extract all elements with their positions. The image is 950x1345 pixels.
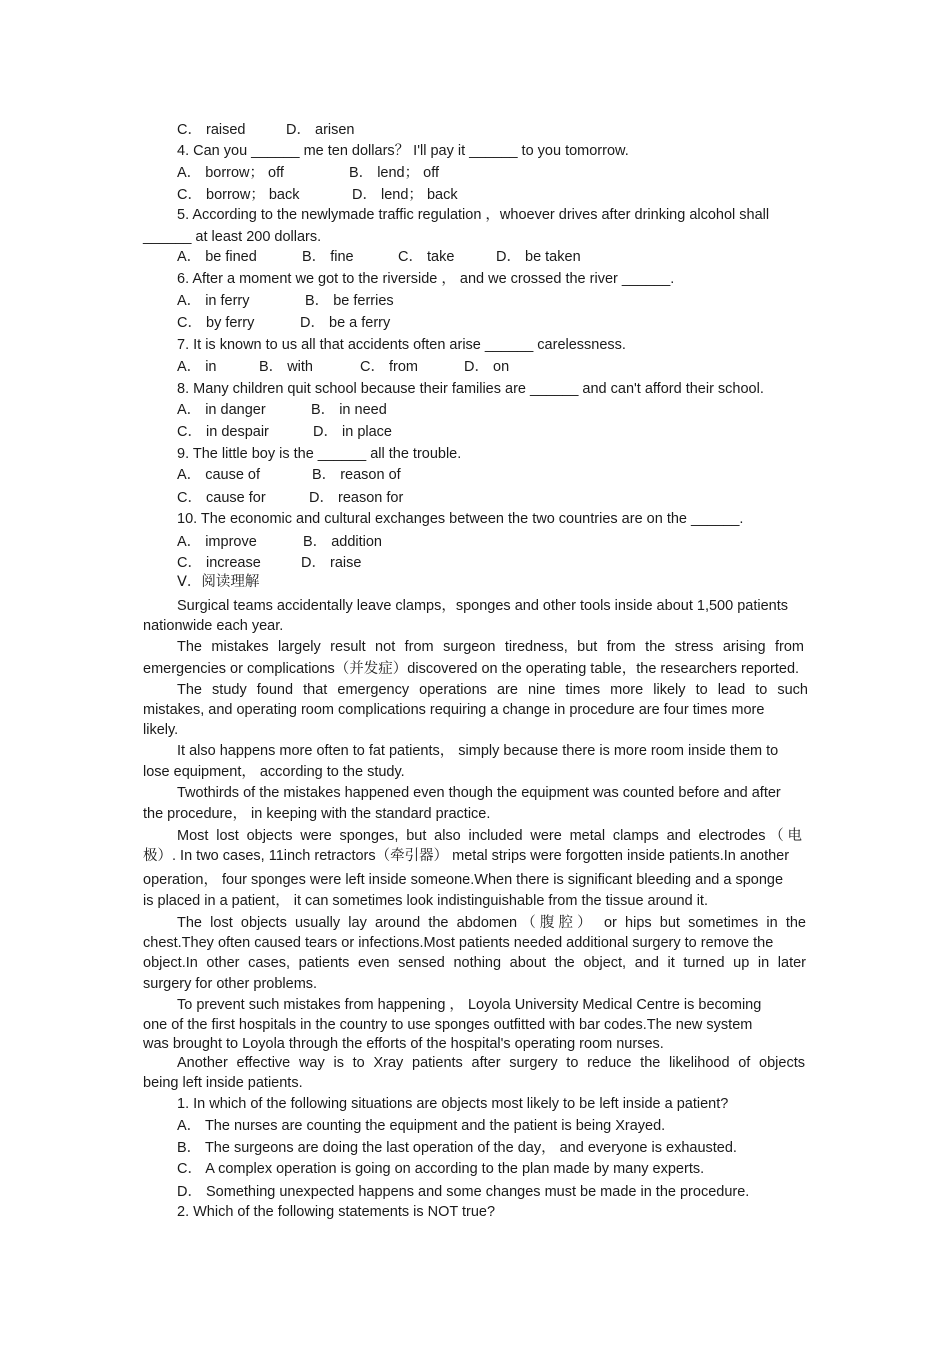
q7-option-d: D． on [464,359,510,375]
passage-p9-line2: being left inside patients. [143,1075,303,1091]
q5-option-b: B． fine [302,249,354,265]
section-heading: Ⅴ．阅读理解 [177,574,260,590]
q5-stem-line1: 5. According to the newlymade traffic regulation ，whoever drives after drinking alcohol shall [177,207,770,223]
passage-p3-line1: The study found that emergency operations are nine times more likely to lead to such [177,682,808,698]
passage-p5-line2: the procedure， in keeping with the standard practice. [143,806,491,822]
passage-p6-line3: operation， four sponges were left inside someone.When there is significant bleeding and a sponge [143,872,784,888]
passage-p6-line4: is placed in a patient， it can sometimes look indistinguishable from the tissue around it. [143,893,708,909]
q9-option-c: C． cause for [177,490,266,506]
rq1-option-d: D． Something unexpected happens and some changes must be made in the procedure. [177,1184,750,1200]
passage-p1-line1: Surgical teams accidentally leave clamps，sponges and other tools inside about 1,500 patients [177,598,788,614]
passage-p7-line3: object.In other cases, patients even sensed nothing about the object, and it turned up in later [143,955,806,971]
q8-option-c: C． in despair [177,424,269,440]
q5-option-d: D． be taken [496,249,581,265]
q8-option-d: D． in place [313,424,392,440]
passage-p3-line2: mistakes, and operating room complications requiring a change in procedure are four times more [143,702,765,718]
rq1-option-c: C． A complex operation is going on according to the plan made by many experts. [177,1161,705,1177]
passage-p6-line1: Most lost objects were sponges, but also included were metal clamps and electrodes（电 [177,828,802,844]
passage-p6-line2: 极）. In two cases, 11inch retractors（牵引器） metal strips were forgotten inside patients.In another [143,848,790,864]
passage-p4-line2: lose equipment， according to the study. [143,764,405,780]
q10-option-d: D． raise [301,555,362,571]
q10-stem: 10. The economic and cultural exchanges between the two countries are on the ______. [177,511,744,527]
q5-option-a: A． be fined [177,249,257,265]
q5-option-c: C． take [398,249,455,265]
q4-stem: 4. Can you ______ me ten dollars？ I'll pay it ______ to you tomorrow. [177,143,629,159]
passage-p8-line1: To prevent such mistakes from happening ， Loyola University Medical Centre is becoming [177,997,762,1013]
q9-option-d: D． reason for [309,490,404,506]
q9-option-a: A． cause of [177,467,261,483]
q10-option-b: B． addition [303,534,382,550]
q7-option-c: C． from [360,359,418,375]
q3-option-d: D． arisen [286,122,355,138]
q4-option-b: B． lend； off [349,165,440,181]
rq1-option-a: A． The nurses are counting the equipment and the patient is being Xrayed. [177,1118,666,1134]
q10-option-a: A． improve [177,534,257,550]
q8-stem: 8. Many children quit school because their families are ______ and can't afford their school. [177,381,764,397]
passage-p2-line1: The mistakes largely result not from surgeon tiredness, but from the stress arising from [177,639,804,655]
q7-stem: 7. It is known to us all that accidents often arise ______ carelessness. [177,337,626,353]
q8-option-a: A． in danger [177,402,266,418]
rq1-option-b: B． The surgeons are doing the last operation of the day， and everyone is exhausted. [177,1140,737,1156]
passage-p4-line1: It also happens more often to fat patients， simply because there is more room inside them to [177,743,779,759]
q9-option-b: B． reason of [312,467,401,483]
q7-option-a: A． in [177,359,217,375]
q7-option-b: B． with [259,359,313,375]
passage-p2-line2: emergencies or complications（并发症）discovered on the operating table，the researchers reported. [143,661,800,677]
passage-p8-line2: one of the first hospitals in the country to use sponges outfitted with bar codes.The new system [143,1017,753,1033]
q4-option-c: C． borrow； back [177,187,300,203]
passage-p3-line3: likely. [143,722,179,738]
rq1-stem: 1. In which of the following situations are objects most likely to be left inside a patient? [177,1096,729,1112]
q8-option-b: B． in need [311,402,387,418]
passage-p8-line3: was brought to Loyola through the efforts of the hospital's operating room nurses. [143,1036,664,1052]
passage-p7-line1: The lost objects usually lay around the abdomen（腹腔） or hips but sometimes in the [177,915,806,931]
passage-p9-line1: Another effective way is to Xray patients after surgery to reduce the likelihood of objects [177,1055,805,1071]
q9-stem: 9. The little boy is the ______ all the trouble. [177,446,462,462]
q3-option-c: C． raised [177,122,246,138]
q5-stem-line2: ______ at least 200 dollars. [143,229,322,245]
passage-p1-line2: nationwide each year. [143,618,284,634]
q6-option-c: C． by ferry [177,315,255,331]
q6-option-d: D． be a ferry [300,315,391,331]
passage-p5-line1: Twothirds of the mistakes happened even though the equipment was counted before and after [177,785,781,801]
q4-option-d: D． lend； back [352,187,458,203]
q6-option-b: B． be ferries [305,293,394,309]
q10-option-c: C． increase [177,555,261,571]
passage-p7-line4: surgery for other problems. [143,976,318,992]
q6-option-a: A． in ferry [177,293,250,309]
q6-stem: 6. After a moment we got to the riverside ， and we crossed the river ______. [177,271,675,287]
rq2-stem: 2. Which of the following statements is NOT true? [177,1204,496,1220]
q4-option-a: A． borrow； off [177,165,284,181]
passage-p7-line2: chest.They often caused tears or infections.Most patients needed additional surgery to remove the [143,935,774,951]
